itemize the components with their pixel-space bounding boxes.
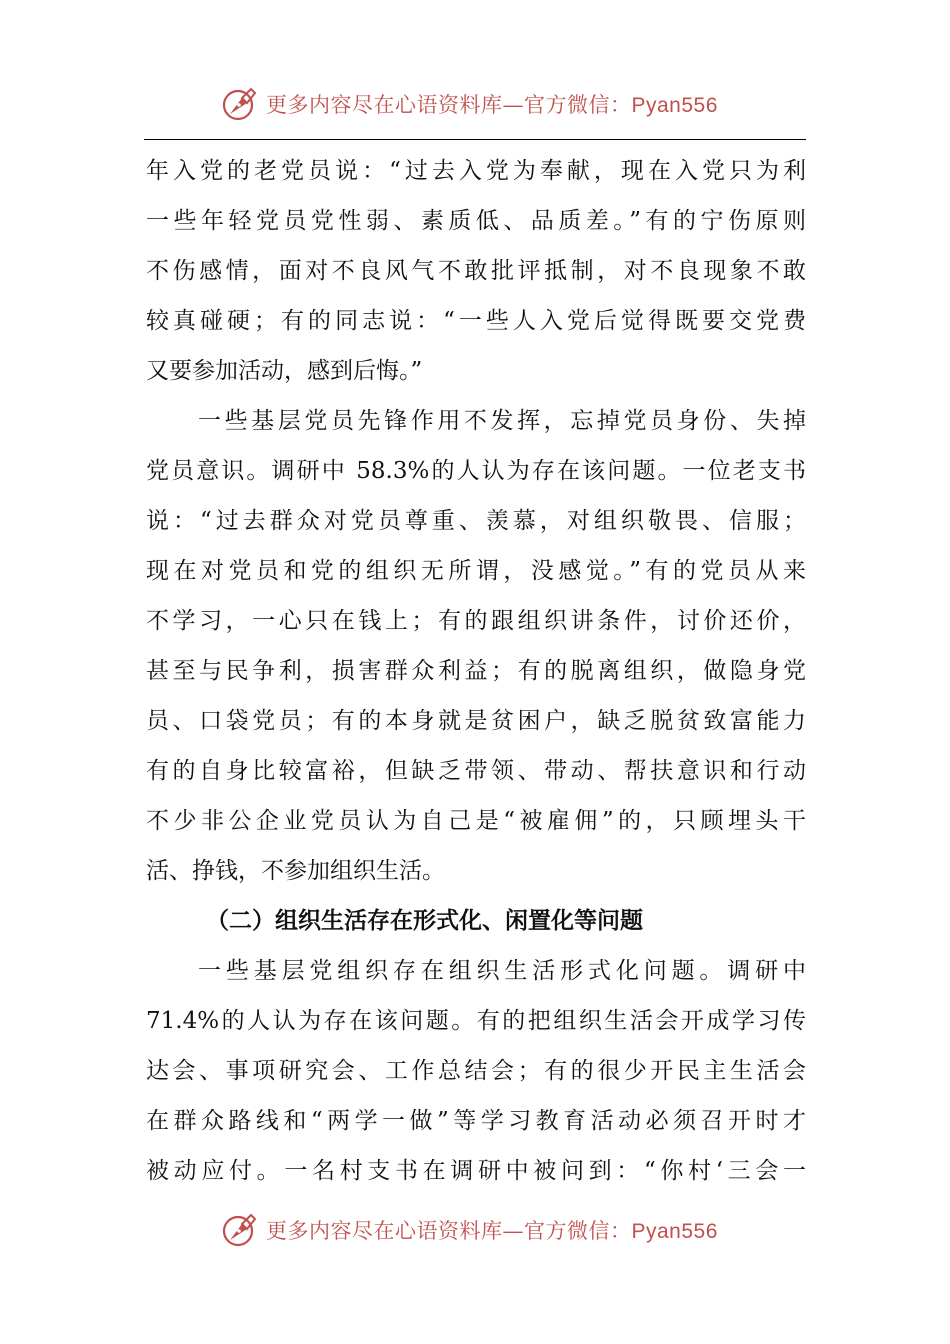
- section-heading: （二）组织生活存在形式化、闲置化等问题: [206, 908, 643, 934]
- text-line: 达会、事项研究会、工作总结会；有的很少开民主生活会: [146, 1058, 806, 1084]
- text-line: 在群众路线和“两学一做”等学习教育活动必须召开时才: [146, 1108, 806, 1134]
- text-line: 较真碰硬；有的同志说：“一些人入党后觉得既要交党费: [146, 308, 806, 334]
- footer-banner: [220, 1208, 740, 1252]
- footer-banner-text: 更多内容尽在心语资料库—官方微信：Pyan556: [266, 1219, 718, 1243]
- text-line: 员、口袋党员；有的本身就是贫困户，缺乏脱贫致富能力: [146, 708, 806, 734]
- text-line: 年入党的老党员说：“过去入党为奉献，现在入党只为利: [146, 158, 806, 184]
- paragraph-start-line: 一些基层党组织存在组织生活形式化问题。调研中: [198, 958, 806, 984]
- footer-wechat-id: Pyan556: [631, 1220, 718, 1243]
- text-line: 现在对党员和党的组织无所谓，没感觉。”有的党员从来: [146, 558, 806, 584]
- text-line: 被动应付。一名村支书在调研中被问到：“你村‘三会一: [146, 1158, 806, 1184]
- text-line: 说：“过去群众对党员尊重、羡慕，对组织敬畏、信服；: [146, 508, 806, 534]
- text-line: 党员意识。调研中 58.3%的人认为存在该问题。一位老支书: [146, 458, 806, 484]
- text-line: 一些年轻党员党性弱、素质低、品质差。”有的宁伤原则: [146, 208, 806, 234]
- text-line: 有的自身比较富裕，但缺乏带领、带动、帮扶意识和行动: [146, 758, 806, 784]
- text-line: 活、挣钱，不参加组织生活。: [146, 858, 445, 884]
- header-banner-text: 更多内容尽在心语资料库—官方微信：Pyan556: [266, 93, 718, 117]
- header-wechat-id: Pyan556: [631, 94, 718, 117]
- text-line: 又要参加活动，感到后悔。”: [146, 358, 423, 384]
- paragraph-start-line: 一些基层党员先锋作用不发挥，忘掉党员身份、失掉: [198, 408, 806, 434]
- text-line: 71.4%的人认为存在该问题。有的把组织生活会开成学习传: [146, 1008, 806, 1034]
- text-line: 不少非公企业党员认为自己是“被雇佣”的，只顾埋头干: [146, 808, 806, 834]
- pen-nib-logo-icon: [220, 1210, 260, 1250]
- header-banner: [220, 82, 740, 126]
- header-divider: [144, 139, 806, 140]
- text-line: 甚至与民争利，损害群众利益；有的脱离组织，做隐身党: [146, 658, 806, 684]
- text-line: 不伤感情，面对不良风气不敢批评抵制，对不良现象不敢: [146, 258, 806, 284]
- pen-nib-logo-icon: [220, 84, 260, 124]
- text-line: 不学习，一心只在钱上；有的跟组织讲条件，讨价还价，: [146, 608, 806, 634]
- document-body: [146, 146, 806, 1196]
